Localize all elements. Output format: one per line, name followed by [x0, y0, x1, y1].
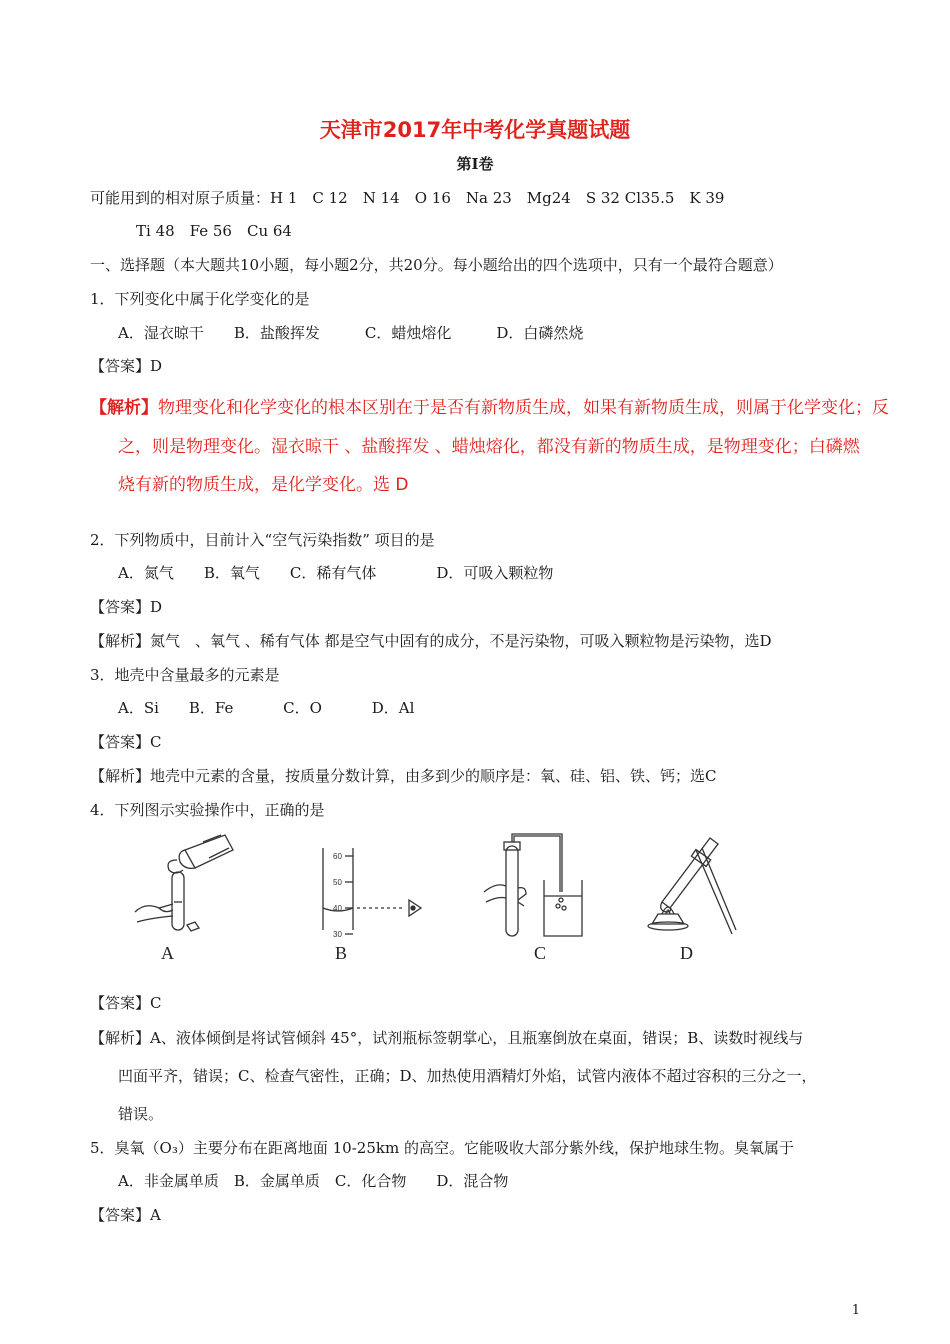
cylinder-illustration: [305, 830, 435, 940]
q4-stem: 4．下列图示实验操作中，正确的是: [90, 801, 325, 819]
q5-answer: 【答案】A: [90, 1206, 161, 1224]
atomic-masses-line2: Ti 48 Fe 56 Cu 64: [136, 222, 292, 240]
q3-stem: 3．地壳中含量最多的元素是: [90, 666, 280, 684]
cylinder-tick-30: [333, 930, 342, 939]
q2-options: A．氮气 B．氧气 C．稀有气体 D．可吸入颗粒物: [118, 564, 554, 582]
cylinder-tick-50-text: 50: [333, 878, 342, 887]
q1-analysis-prefix: 【解析】: [90, 398, 158, 418]
cylinder-tick-40-text: 40: [333, 904, 342, 913]
figure-b-label: B: [335, 943, 348, 963]
q1-options: A．湿衣晾干 B．盐酸挥发 C．蜡烛熔化 D．白磷然烧: [118, 324, 584, 342]
q1-analysis-line1: [90, 396, 889, 420]
q1-answer: 【答案】D: [90, 357, 163, 375]
figure-c-airtightness: [478, 830, 588, 963]
cylinder-tick-60-text: 60: [333, 852, 342, 861]
pouring-illustration: [125, 830, 235, 940]
airtightness-illustration: [478, 830, 588, 940]
q1-analysis-line1-text: 物理变化和化学变化的根本区别在于是否有新物质生成，如果有新物质生成，则属于化学变化；反: [158, 398, 889, 418]
q5-stem: 5．臭氧（O₃）主要分布在距离地面 10-25km 的高空。它能吸收大部分紫外线，保护地球生物。臭氧属于: [90, 1139, 794, 1157]
figure-d-label: D: [680, 943, 693, 963]
q4-analysis-line3: 错误。: [118, 1105, 164, 1123]
cylinder-tick-50: [333, 878, 342, 887]
figure-d-heating: [632, 830, 742, 963]
figure-a-label: A: [161, 943, 174, 963]
q1-stem: 1．下列变化中属于化学变化的是: [90, 290, 310, 308]
figure-a-pouring: [125, 830, 235, 963]
cylinder-tick-40: [333, 904, 342, 913]
q4-analysis-line2: 凹面平齐，错误；C、检查气密性，正确；D、加热使用酒精灯外焰，试管内液体不超过容积的三分之一，: [118, 1067, 817, 1085]
page-title: 天津市2017年中考化学真题试题: [319, 118, 631, 142]
q2-stem: 2．下列物质中，目前计入“空气污染指数” 项目的是: [90, 531, 435, 549]
heating-illustration: [632, 830, 742, 940]
section1-header: 一、选择题（本大题共10小题，每小题2分，共20分。每小题给出的四个选项中，只有一个最符合题意）: [90, 256, 783, 274]
q3-answer: 【答案】C: [90, 733, 162, 751]
figure-c-label: C: [534, 943, 547, 963]
q2-answer: 【答案】D: [90, 598, 163, 616]
cylinder-tick-30-text: 30: [333, 930, 342, 939]
q4-analysis-line1: 【解析】A、液体倾倒是将试管倾斜 45°，试剂瓶标签朝掌心，且瓶塞倒放在桌面，错误；B、读数时视线与: [90, 1029, 804, 1047]
q3-analysis: 【解析】地壳中元素的含量，按质量分数计算，由多到少的顺序是：氧、硅、铝、铁、钙；选C: [90, 767, 717, 785]
q4-answer: 【答案】C: [90, 994, 162, 1012]
page-number: 1: [851, 1303, 860, 1318]
q1-analysis-line3: 烧有新的物质生成，是化学变化。选 D: [118, 475, 409, 495]
page-subtitle: 第Ⅰ卷: [456, 155, 494, 173]
q1-analysis-line2: 之，则是物理变化。湿衣晾干 、盐酸挥发 、蜡烛熔化，都没有新的物质生成，是物理变化；白磷燃: [118, 437, 860, 457]
atomic-masses-line1: 可能用到的相对原子质量：H 1 C 12 N 14 O 16 Na 23 Mg24 S 32 Cl35.5 K 39: [90, 189, 725, 207]
q5-options: A．非金属单质 B．金属单质 C．化合物 D．混合物: [118, 1172, 509, 1190]
cylinder-tick-60: [333, 852, 342, 861]
q2-analysis: 【解析】氮气 、氧气 、稀有气体 都是空气中固有的成分，不是污染物，可吸入颗粒物是污染物，选D: [90, 632, 772, 650]
q3-options: A．Si B．Fe C．O D．Al: [118, 699, 415, 717]
figure-b-cylinder: [305, 830, 435, 963]
